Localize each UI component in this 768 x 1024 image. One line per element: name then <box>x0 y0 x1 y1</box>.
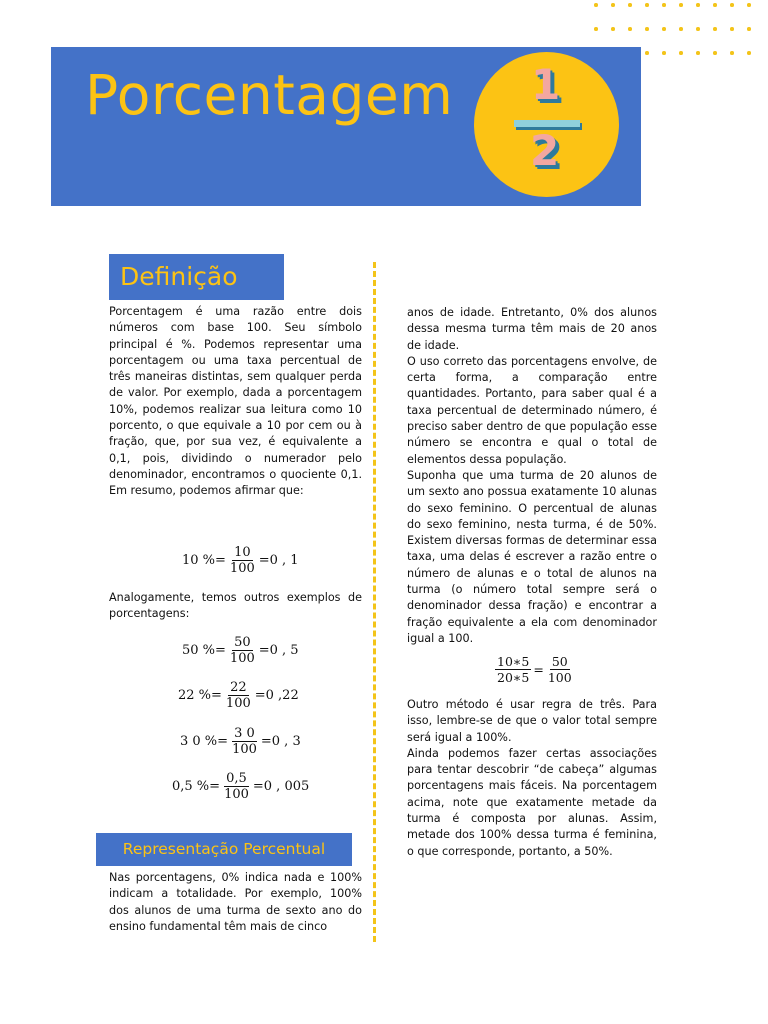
fraction-one-half-icon <box>474 52 619 197</box>
fraction-numerator: 10 <box>234 545 251 560</box>
decorative-dot <box>713 51 717 55</box>
equation-lhs: 10 %= <box>182 553 226 568</box>
decorative-dot <box>747 3 751 7</box>
equation-lhs: 22 %= <box>178 688 222 703</box>
decorative-dot <box>679 27 683 31</box>
fraction-numerator: 0,5 <box>226 771 247 786</box>
equation-example-4 <box>172 771 309 802</box>
definicao-paragraph-2 <box>109 590 362 623</box>
paragraph-text: Outro método é usar regra de três. Para isso, lembre-se de que o valor total sempre será igual a 100%. <box>407 698 657 744</box>
fraction-icon-denominator: 2 <box>530 126 560 175</box>
decorative-dot <box>713 3 717 7</box>
paragraph-text: Nas porcentagens, 0% indica nada e 100% indicam a totalidade. Por exemplo, 100% dos alunos de uma turma de sexto ano do ensino fundamental têm mais de cinco <box>109 871 362 933</box>
decorative-dot <box>730 51 734 55</box>
decorative-dot <box>662 51 666 55</box>
decorative-dot <box>662 27 666 31</box>
equation-equals: = <box>533 662 544 677</box>
fraction-denominator: 100 <box>224 787 249 802</box>
fraction-icon-numerator: 1 <box>531 60 561 109</box>
equation-fraction <box>495 654 531 685</box>
equation-example-2 <box>178 680 299 711</box>
column-2-text-continued <box>407 697 657 860</box>
decorative-dot <box>713 27 717 31</box>
fraction-denominator: 100 <box>232 742 257 757</box>
decorative-dot <box>628 27 632 31</box>
decorative-dot <box>696 3 700 7</box>
equation-fraction <box>230 726 259 757</box>
fraction-denominator: 100 <box>229 651 255 666</box>
column-2-text <box>407 305 657 647</box>
equation-fraction <box>224 680 253 711</box>
decorative-dot <box>662 3 666 7</box>
equation-lhs: 50 %= <box>182 643 226 658</box>
decorative-dot <box>645 27 649 31</box>
paragraph-text: anos de idade. Entretanto, 0% dos alunos dessa mesma turma têm mais de 20 anos de idade. <box>407 306 657 352</box>
column-divider <box>373 262 376 942</box>
equation-fraction <box>222 771 251 802</box>
fraction-numerator: 22 <box>230 680 247 695</box>
decorative-dot <box>696 27 700 31</box>
decorative-dot <box>611 27 615 31</box>
equation-rhs: =0 ,22 <box>254 688 299 703</box>
paragraph-text: Porcentagem é uma razão entre dois números com base 100. Seu símbolo principal é %. Podemos representar uma porcentagem ou uma taxa percentual de três maneiras distintas, sem qualquer perda de valor. Por exemplo, dada a porcentagem 10%, podemos realizar sua leitura como 10 porcento, o que equivale a 10 por cem ou à fração, que, por sua vez, é equivalente a 0,1, pois, dividindo o numerador pelo denominador, encontramos o quociente 0,1. Em resumo, podemos afirmar que: <box>109 305 362 498</box>
equation-fraction <box>228 635 257 666</box>
fraction-denominator: 20∗5 <box>497 670 530 685</box>
equation-column-2 <box>493 654 576 685</box>
fraction-numerator: 50 <box>234 635 251 650</box>
equation-lhs: 3 0 %= <box>180 734 229 749</box>
equation-fraction <box>546 654 574 685</box>
page-title: Porcentagem <box>85 63 454 127</box>
paragraph-text: Suponha que uma turma de 20 alunos de um sexto ano possua exatamente 10 alunas do sexo feminino. O percentual de alunas do sexo feminino, nesta turma, é de 50%. Existem diversas formas de determinar essa taxa, uma delas é escrever a razão entre o número de alunas e o total de alunos na turma (o número total sempre será o denominador dessa fração) e encontrar a fração equivalente a ela com denominador igual a 100. <box>407 468 657 645</box>
decorative-dot <box>747 27 751 31</box>
equation-main <box>182 545 299 576</box>
fraction-numerator: 10∗5 <box>497 654 530 669</box>
equation-example-3 <box>180 726 301 757</box>
decorative-dot <box>594 27 598 31</box>
equation-lhs: 0,5 %= <box>172 779 221 794</box>
fraction-denominator: 100 <box>225 696 251 711</box>
fraction-denominator: 100 <box>229 561 255 576</box>
equation-fraction <box>228 545 257 576</box>
decorative-dot <box>594 3 598 7</box>
fraction-denominator: 100 <box>547 670 572 685</box>
paragraph-text: O uso correto das porcentagens envolve, de certa forma, a comparação entre quantidades. Portanto, para saber qual é a taxa percentual de determinado número, é preciso saber dentro de que população esse número se encontra e qual o total de elementos dessa população. <box>407 354 657 466</box>
decorative-dot <box>645 3 649 7</box>
fraction-numerator: 50 <box>551 654 568 669</box>
decorative-dot <box>628 3 632 7</box>
representacao-paragraph <box>109 870 362 935</box>
paragraph-text: Analogamente, temos outros exemplos de porcentagens: <box>109 591 362 621</box>
equation-rhs: =0 , 5 <box>258 643 299 658</box>
paragraph-text: Ainda podemos fazer certas associações para tentar descobrir “de cabeça” algumas porcentagens mais fáceis. Na porcentagem acima, note que exatamente metade da turma é composta por alunas. Assim, metade dos 100% dessa turma é feminina, o que corresponde, portanto, a 50%. <box>407 746 657 858</box>
decorative-dot <box>645 51 649 55</box>
decorative-dot <box>730 27 734 31</box>
equation-rhs: =0 , 1 <box>258 553 299 568</box>
fraction-numerator: 3 0 <box>234 726 255 741</box>
equation-example-1 <box>182 635 299 666</box>
decorative-dot <box>679 51 683 55</box>
decorative-dot <box>696 51 700 55</box>
title-banner <box>51 47 641 206</box>
decorative-dot <box>730 3 734 7</box>
section-heading-representacao: Representação Percentual <box>96 833 352 866</box>
decorative-dot <box>611 3 615 7</box>
decorative-dot <box>747 51 751 55</box>
equation-rhs: =0 , 3 <box>260 734 301 749</box>
decorative-dot <box>679 3 683 7</box>
definicao-paragraph-1 <box>109 304 362 500</box>
section-heading-definicao: Definição <box>109 254 284 300</box>
equation-rhs: =0 , 005 <box>252 779 310 794</box>
